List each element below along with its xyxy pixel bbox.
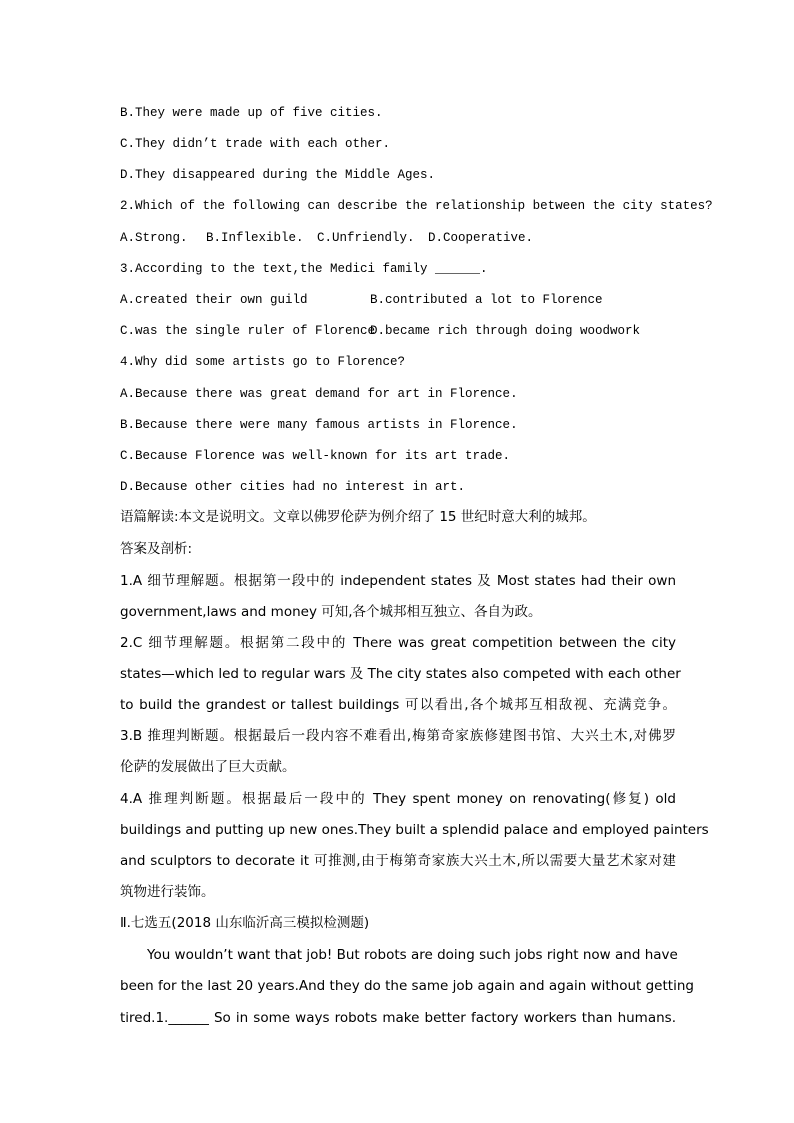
q3-question: 3.According to the text,the Medici family ______.: [120, 262, 488, 276]
passage-line-3: tired.1.______ So in some ways robots make better factory workers than humans.: [120, 1010, 676, 1026]
q1-option-d: D.They disappeared during the Middle Ages.: [120, 168, 436, 182]
q3-option-d: D.became rich through doing woodwork: [370, 324, 641, 338]
q3-options-row2: [120, 323, 676, 339]
q4-option-d: D.Because other cities had no interest in art.: [120, 480, 466, 494]
answer-4-line-2: buildings and putting up new ones.They built a splendid palace and employed painters: [120, 822, 709, 838]
answer-4-line-3: and sculptors to decorate it 可推测,由于梅第奇家族大兴土木,所以需要大量艺术家对建: [120, 853, 676, 869]
answer-2-line-2: states—which led to regular wars 及 The city states also competed with each other: [120, 666, 681, 682]
q4-option-b: B.Because there were many famous artists in Florence.: [120, 418, 518, 432]
answer-3-line-2: 伦萨的发展做出了巨大贡献。: [120, 759, 296, 775]
q4-question: 4.Why did some artists go to Florence?: [120, 355, 406, 369]
answer-4-line-1: 4.A 推理判断题。根据最后一段中的 They spent money on renovating(修复) old: [120, 791, 676, 807]
passage-line-1: You wouldn’t want that job! But robots are doing such jobs right now and have: [147, 947, 678, 963]
q2-option-d: D.Cooperative.: [428, 231, 534, 245]
passage-line-2: been for the last 20 years.And they do the same job again and again without getting: [120, 978, 694, 994]
q2-option-a: A.Strong.: [120, 231, 188, 245]
q4-option-c: C.Because Florence was well-known for its art trade.: [120, 449, 511, 463]
reading-note: 语篇解读:本文是说明文。文章以佛罗伦萨为例介绍了 15 世纪时意大利的城邦。: [120, 509, 596, 525]
answer-1-line-1: 1.A 细节理解题。根据第一段中的 independent states 及 Most states had their own: [120, 573, 676, 589]
q2-options: [120, 230, 676, 246]
answer-4-line-4: 筑物进行装饰。: [120, 884, 215, 900]
q4-option-a: A.Because there was great demand for art in Florence.: [120, 387, 518, 401]
q2-option-c: C.Unfriendly.: [317, 231, 415, 245]
answer-1-line-2: government,laws and money 可知,各个城邦相互独立、各自为政。: [120, 604, 542, 620]
section-2-heading: Ⅱ.七选五(2018 山东临沂高三模拟检测题): [120, 915, 370, 931]
q1-option-b: B.They were made up of five cities.: [120, 106, 383, 120]
q1-option-c: C.They didn’t trade with each other.: [120, 137, 391, 151]
answer-2-line-1: 2.C 细节理解题。根据第二段中的 There was great competition between the city: [120, 635, 676, 651]
q2-option-b: B.Inflexible.: [206, 231, 304, 245]
q3-option-a: A.created their own guild: [120, 293, 308, 307]
answer-2-line-3: to build the grandest or tallest buildings 可以看出,各个城邦互相敌视、充满竞争。: [120, 697, 676, 713]
q3-options-row1: [120, 292, 676, 308]
q3-option-c: C.was the single ruler of Florence: [120, 324, 376, 338]
q3-option-b: B.contributed a lot to Florence: [370, 293, 603, 307]
q2-question: 2.Which of the following can describe the relationship between the city states?: [120, 199, 713, 213]
answers-heading: 答案及剖析:: [120, 541, 193, 557]
answer-3-line-1: 3.B 推理判断题。根据最后一段内容不难看出,梅第奇家族修建图书馆、大兴土木,对佛罗: [120, 728, 676, 744]
